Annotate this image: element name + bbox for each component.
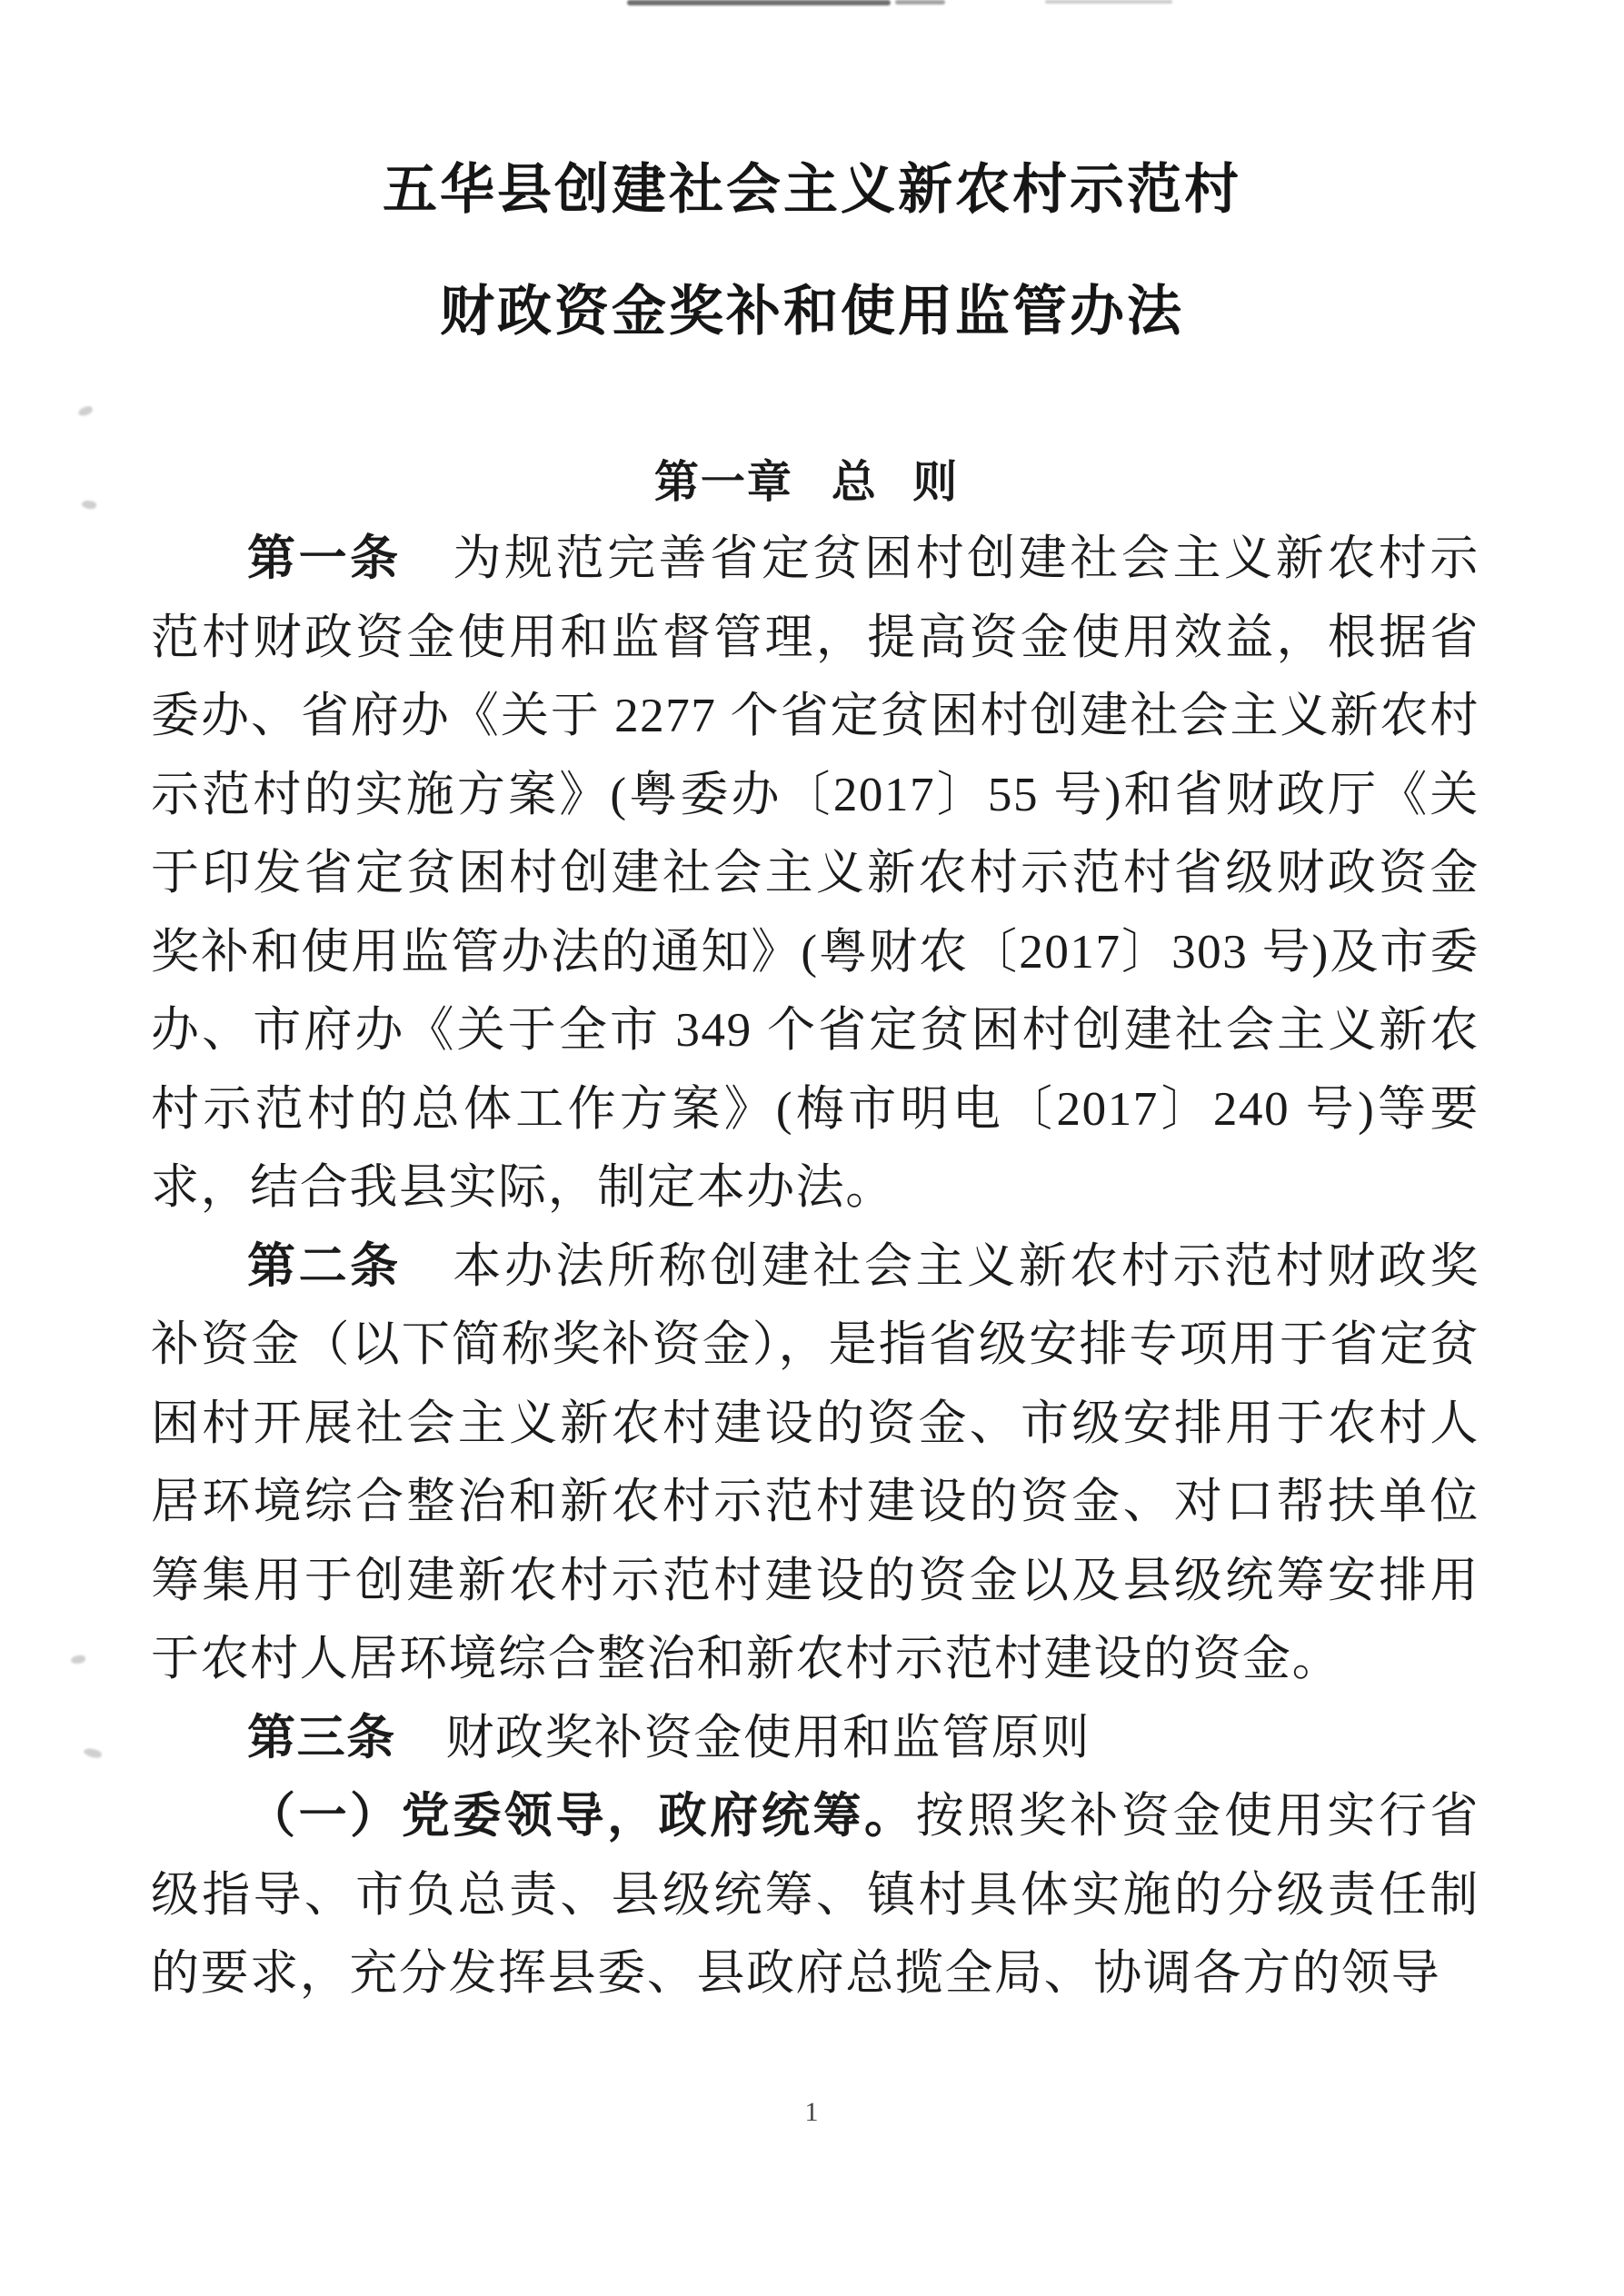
- page-number: 1: [804, 2097, 820, 2127]
- scan-artifact-top-1: [627, 0, 891, 5]
- document-body: [151, 520, 1480, 2013]
- scan-smudge-3: [71, 1655, 86, 1665]
- article-2-text: 本办法所称创建社会主义新农村示范村财政奖补资金（以下简称奖补资金），是指省级安排专项用于省定贫困村开展社会主义新农村建设的资金、市级安排用于农村人居环境综合整治和新农村示范村建设的资金、对口帮扶单位筹集用于创建新农村示范村建设的资金以及县级统筹安排用于农村人居环境综合整治和新农村示范村建设的资金。: [151, 1239, 1480, 1685]
- chapter-number: 第一章: [653, 457, 793, 507]
- article-1-label: 第一条: [247, 532, 453, 585]
- paragraph-article-1: [151, 520, 1480, 1228]
- document-title-line2: 财政资金奖补和使用监管办法: [440, 282, 1184, 342]
- paragraph-article-2: [151, 1228, 1480, 1699]
- scan-smudge-4: [83, 1746, 103, 1759]
- article-3-text: 财政奖补资金使用和监管原则: [445, 1711, 1091, 1764]
- article-2-label: 第二条: [247, 1239, 453, 1293]
- document-title-line1: 五华县创建社会主义新农村示范村: [383, 160, 1241, 220]
- article-1-text: 为规范完善省定贫困村创建社会主义新农村示范村财政资金使用和监督管理，提高资金使用效益，根据省委办、省府办《关于 2277 个省定贫困村创建社会主义新农村示范村的实施方案》(粤委办〔2017〕55 号)和省财政厅《关于印发省定贫困村创建社会主义新农村示范村省级财政资金奖补和使用监管办法的通知》(粤财农〔2017〕303 号)及市委办、市府办《关于全市 349 个省定贫困村创建社会主义新农村示范村的总体工作方案》(梅市明电〔2017〕240 号)等要求，结合我县实际，制定本办法。: [151, 532, 1480, 1214]
- paragraph-clause-1: [151, 1777, 1480, 2013]
- paragraph-article-3: [151, 1699, 1480, 1778]
- clause-1-text: 按照奖补资金使用实行省级指导、市负总责、县级统筹、镇村具体实施的分级责任制的要求，充分发挥县委、县政府总揽全局、协调各方的领导: [151, 1790, 1480, 2000]
- scan-artifact-top-3: [1045, 0, 1172, 4]
- clause-1-label: （一）党委领导，政府统筹。: [247, 1790, 916, 1843]
- article-3-label: 第三条: [247, 1711, 446, 1764]
- scan-smudge-1: [77, 405, 94, 418]
- document-title: [0, 129, 1624, 373]
- chapter-heading: [0, 447, 1624, 511]
- chapter-name: 总 则: [831, 457, 971, 507]
- scan-artifact-top-2: [895, 0, 945, 5]
